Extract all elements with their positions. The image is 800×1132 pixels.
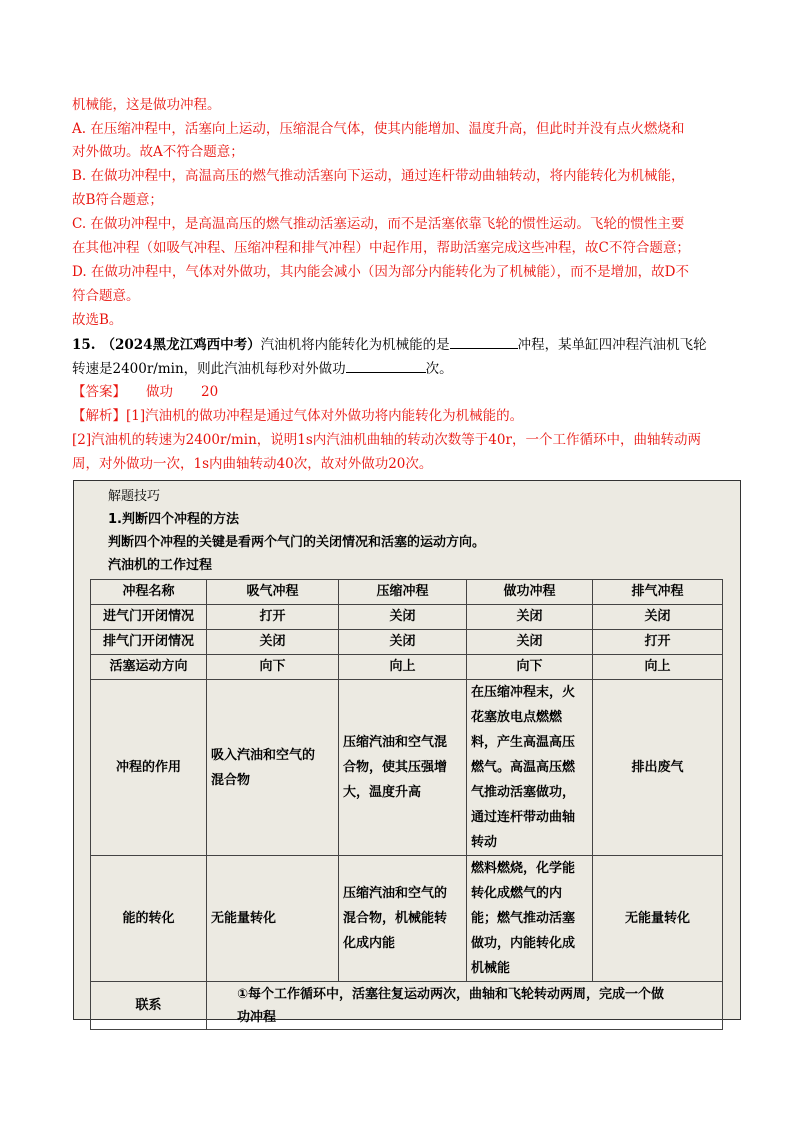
analysis-tag: 【解析】 [72,408,126,424]
question-15-line1 [72,333,707,356]
cell-line: 燃气。高温高压燃 [471,760,576,775]
tips-box [73,480,741,1025]
role-power-cell [467,680,593,856]
row-label: 联系 [91,982,207,1030]
table-cell: 关闭 [467,630,593,655]
tips-title: 解题技巧 [108,489,161,504]
answer-blank-2 [346,357,426,373]
row-label: 排气门开闭情况 [91,630,207,655]
cell-line: 花塞放电点燃燃 [471,710,563,725]
energy-intake-cell: 无能量转化 [207,856,339,982]
row-label: 能的转化 [91,856,207,982]
relation-cell [207,982,723,1030]
option-d-line1: D. 在做功冲程中，气体对外做功，其内能会减小（因为部分内能转化为了机械能），而不是增加，故D不 [72,264,689,280]
table-cell: 关闭 [339,630,467,655]
answer-1: 做功 [146,384,173,400]
table-header-row [91,580,723,605]
cell-line: ①每个工作循环中，活塞往复运动两次，曲轴和飞轮转动两周，完成一个做 [237,986,665,1002]
table-cell: 向下 [207,655,339,680]
header-cell: 压缩冲程 [339,580,467,605]
table-cell: 向上 [593,655,723,680]
analysis-text: [1]汽油机的做功冲程是通过气体对外做功将内能转化为机械能的。 [126,408,524,424]
table-title: 汽油机的工作过程 [108,558,213,573]
table-cell: 向上 [339,655,467,680]
table-cell: 向下 [467,655,593,680]
answer-tag: 【答案】 [72,384,126,400]
row-label: 进气门开闭情况 [91,605,207,630]
tips-subtitle: 1.判断四个冲程的方法 [108,512,239,527]
question-text: 汽油机将内能转化为机械能的是 [260,337,450,353]
row-label: 活塞运动方向 [91,655,207,680]
question-source: （2024黑龙江鸡西中考） [101,337,261,353]
tips-key-point: 判断四个冲程的关键是看两个气门的关闭情况和活塞的运动方向。 [108,535,486,550]
table-row [91,630,723,655]
question-15-line2 [72,357,453,380]
header-cell: 冲程名称 [91,580,207,605]
energy-compression-cell [339,856,467,982]
cell-line: 合物，使其压强增 [343,760,448,775]
conclusion: 故选B。 [72,312,123,328]
cell-line: 混合物 [211,772,251,788]
answer-2: 20 [201,384,219,400]
question-text: 次。 [425,361,453,377]
option-c-line1: C. 在做功冲程中，是高温高压的燃气推动活塞运动，而不是活塞依靠飞轮的惯性运动。飞轮的惯性主要 [72,216,685,232]
table-row [91,655,723,680]
table-cell: 关闭 [593,605,723,630]
table-cell: 打开 [207,605,339,630]
cell-line: 功冲程 [237,1009,277,1025]
cell-line: 压缩汽油和空气混 [343,735,448,750]
cell-line: 混合物，机械能转 [343,911,448,926]
question-text: 冲程，某单缸四冲程汽油机飞轮 [517,337,707,353]
table-row-role [91,680,723,856]
cell-line: 机械能 [471,961,511,976]
table-row-relation [91,982,723,1030]
analysis-line3: 周，对外做功一次，1s内曲轴转动40次，故对外做功20次。 [72,456,433,472]
row-label: 冲程的作用 [91,680,207,856]
table-cell: 关闭 [207,630,339,655]
table-cell: 打开 [593,630,723,655]
energy-exhaust-cell: 无能量转化 [593,856,723,982]
cell-line: 在压缩冲程末，火 [471,685,576,700]
solution-line: 机械能，这是做功冲程。 [72,97,221,113]
energy-power-cell [467,856,593,982]
option-a-line1: A. 在压缩冲程中，活塞向上运动，压缩混合气体，使其内能增加、温度升高，但此时并没有点火燃烧和 [72,121,685,137]
table-cell: 关闭 [339,605,467,630]
answer-line [72,381,218,403]
option-d-line2: 符合题意。 [72,288,140,304]
option-b-line2: 故B符合题意； [72,192,163,208]
header-cell: 排气冲程 [593,580,723,605]
cell-line: 转动 [471,835,498,850]
analysis-line1 [72,405,523,427]
cell-line: 能；燃气推动活塞 [471,911,576,926]
answer-blank-1 [450,333,518,349]
cell-line: 化成内能 [343,936,396,951]
role-exhaust-cell: 排出废气 [593,680,723,856]
cell-line: 通过连杆带动曲轴 [471,810,576,825]
cell-line: 料，产生高温高压 [471,735,576,750]
analysis-line2: [2]汽油机的转速为2400r/min，说明1s内汽油机曲轴的转动次数等于40r，一个工作循环中，曲轴转动两 [72,432,701,448]
cell-line: 做功，内能转化成 [471,936,576,951]
cell-line: 转化成燃气的内 [471,886,563,901]
table-cell: 关闭 [467,605,593,630]
header-cell: 吸气冲程 [207,580,339,605]
question-number: 15. [72,337,96,353]
option-b-line1: B. 在做功冲程中，高温高压的燃气推动活塞向下运动，通过连杆带动曲轴转动，将内能转化为机械能， [72,168,685,184]
table-row-energy [91,856,723,982]
cell-line: 吸入汽油和空气的 [211,747,316,763]
cell-line: 压缩汽油和空气的 [343,886,448,901]
role-intake-cell [207,680,339,856]
role-compression-cell [339,680,467,856]
cell-line: 气推动活塞做功， [471,785,576,800]
cell-line: 燃料燃烧，化学能 [471,861,576,876]
option-c-line2: 在其他冲程（如吸气冲程、压缩冲程和排气冲程）中起作用，帮助活塞完成这些冲程，故C不符合题意； [72,240,690,256]
header-cell: 做功冲程 [467,580,593,605]
cell-line: 大，温度升高 [343,785,422,800]
gasoline-engine-table [90,579,723,1030]
table-row [91,605,723,630]
question-text: 转速是2400r/min，则此汽油机每秒对外做功 [72,361,346,377]
option-a-line2: 对外做功。故A不符合题意； [72,144,244,160]
